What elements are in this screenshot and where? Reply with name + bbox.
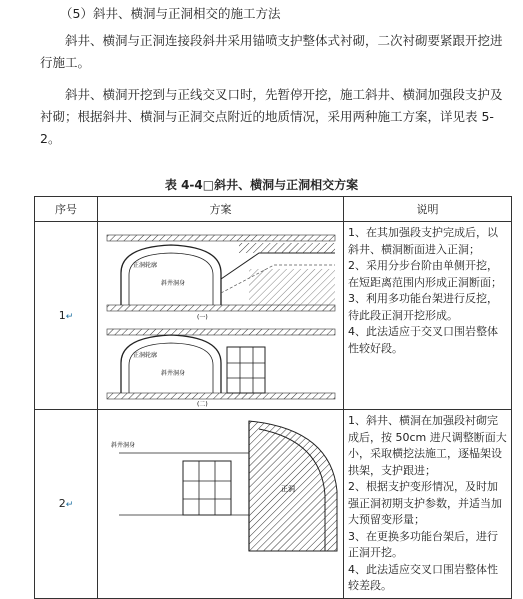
scheme-table: [34, 196, 512, 599]
row-1-item-1: 1、在其加强段支护完成后，以斜井、横洞断面进入正洞；: [348, 226, 498, 256]
scheme-1-bottom-label: 正洞轮廓: [133, 352, 158, 359]
row-1-item-2: 2、采用分步台阶由单侧开挖，在短距离范围内形成正洞断面；: [348, 259, 502, 289]
bookmark-icon: ↵: [65, 312, 74, 322]
bookmark-icon: ↵: [65, 500, 74, 511]
scheme-1-diagram: [99, 223, 342, 408]
row-2-item-3: 3、在更换多功能台架后，进行正洞开挖。: [348, 529, 498, 559]
row-2-item-1: 1、斜井、横洞在加强段衬砌完成后，按 50cm 进尺调整断面大小，采取横挖法施工，逐榀架设拱架，支护跟进；: [348, 414, 507, 477]
row-1-number: 1: [58, 309, 66, 322]
row-1-item-4: 4、此法适应于交叉口围岩整体性较好段。: [348, 325, 498, 355]
table-caption: 表 4-4□斜井、横洞与正洞相交方案: [164, 178, 359, 192]
scheme-1-bottom-center-label: 斜井洞身: [161, 370, 186, 377]
paragraph-2: 斜井、横洞开挖到与正线交叉口时，先暂停开挖，施工斜井、横洞加强段支护及衬砌；根据斜井、横洞与正洞交点附近的地质情况，采用两种施工方案，详见表 5-2。: [40, 87, 503, 146]
paragraph-1: 斜井、横洞与正洞连接段斜井采用锚喷支护整体式衬砌，二次衬砌要紧跟开挖进行施工。: [40, 33, 503, 70]
scheme-2-diagram: [99, 411, 342, 556]
row-1-description: [344, 222, 512, 410]
header-desc: 说明: [344, 197, 512, 222]
scheme-1-top-drawing: [107, 235, 335, 321]
row-2-no: [35, 410, 98, 599]
table-row-2: [35, 410, 512, 599]
row-1-diagram-cell: [98, 222, 344, 410]
row-2-number: 2: [58, 497, 66, 511]
scheme-1-bottom-drawing: [107, 329, 335, 408]
row-2-description: [344, 410, 512, 599]
scheme-2-main-label: 正洞: [281, 485, 295, 493]
header-scheme: 方案: [98, 197, 344, 222]
table-header-row: [35, 197, 512, 222]
row-1-no: [35, 222, 98, 410]
row-2-item-2: 2、根据支护变形情况，及时加强正洞初期支护参数，并适当加大预留变形量；: [348, 480, 502, 526]
row-2-diagram-cell: [98, 410, 344, 599]
row-2-item-4: 4、此法适应交叉口围岩整体性较差段。: [348, 562, 498, 592]
scheme-1-bottom-caption: (二): [197, 401, 208, 408]
header-no: 序号: [35, 197, 98, 222]
scheme-1-top-label: 正洞轮廓: [133, 262, 158, 269]
scheme-1-top-center-label: 斜井洞身: [161, 280, 186, 287]
section-title: （5）斜井、横洞与正洞相交的施工方法: [60, 6, 281, 21]
scheme-2-incline-label: 斜井洞身: [111, 442, 136, 449]
scheme-1-top-caption: (一): [197, 314, 208, 321]
table-row-1: [35, 222, 512, 410]
row-1-item-3: 3、利用多功能台架进行反挖，待此段正洞开挖形成。: [348, 292, 498, 322]
